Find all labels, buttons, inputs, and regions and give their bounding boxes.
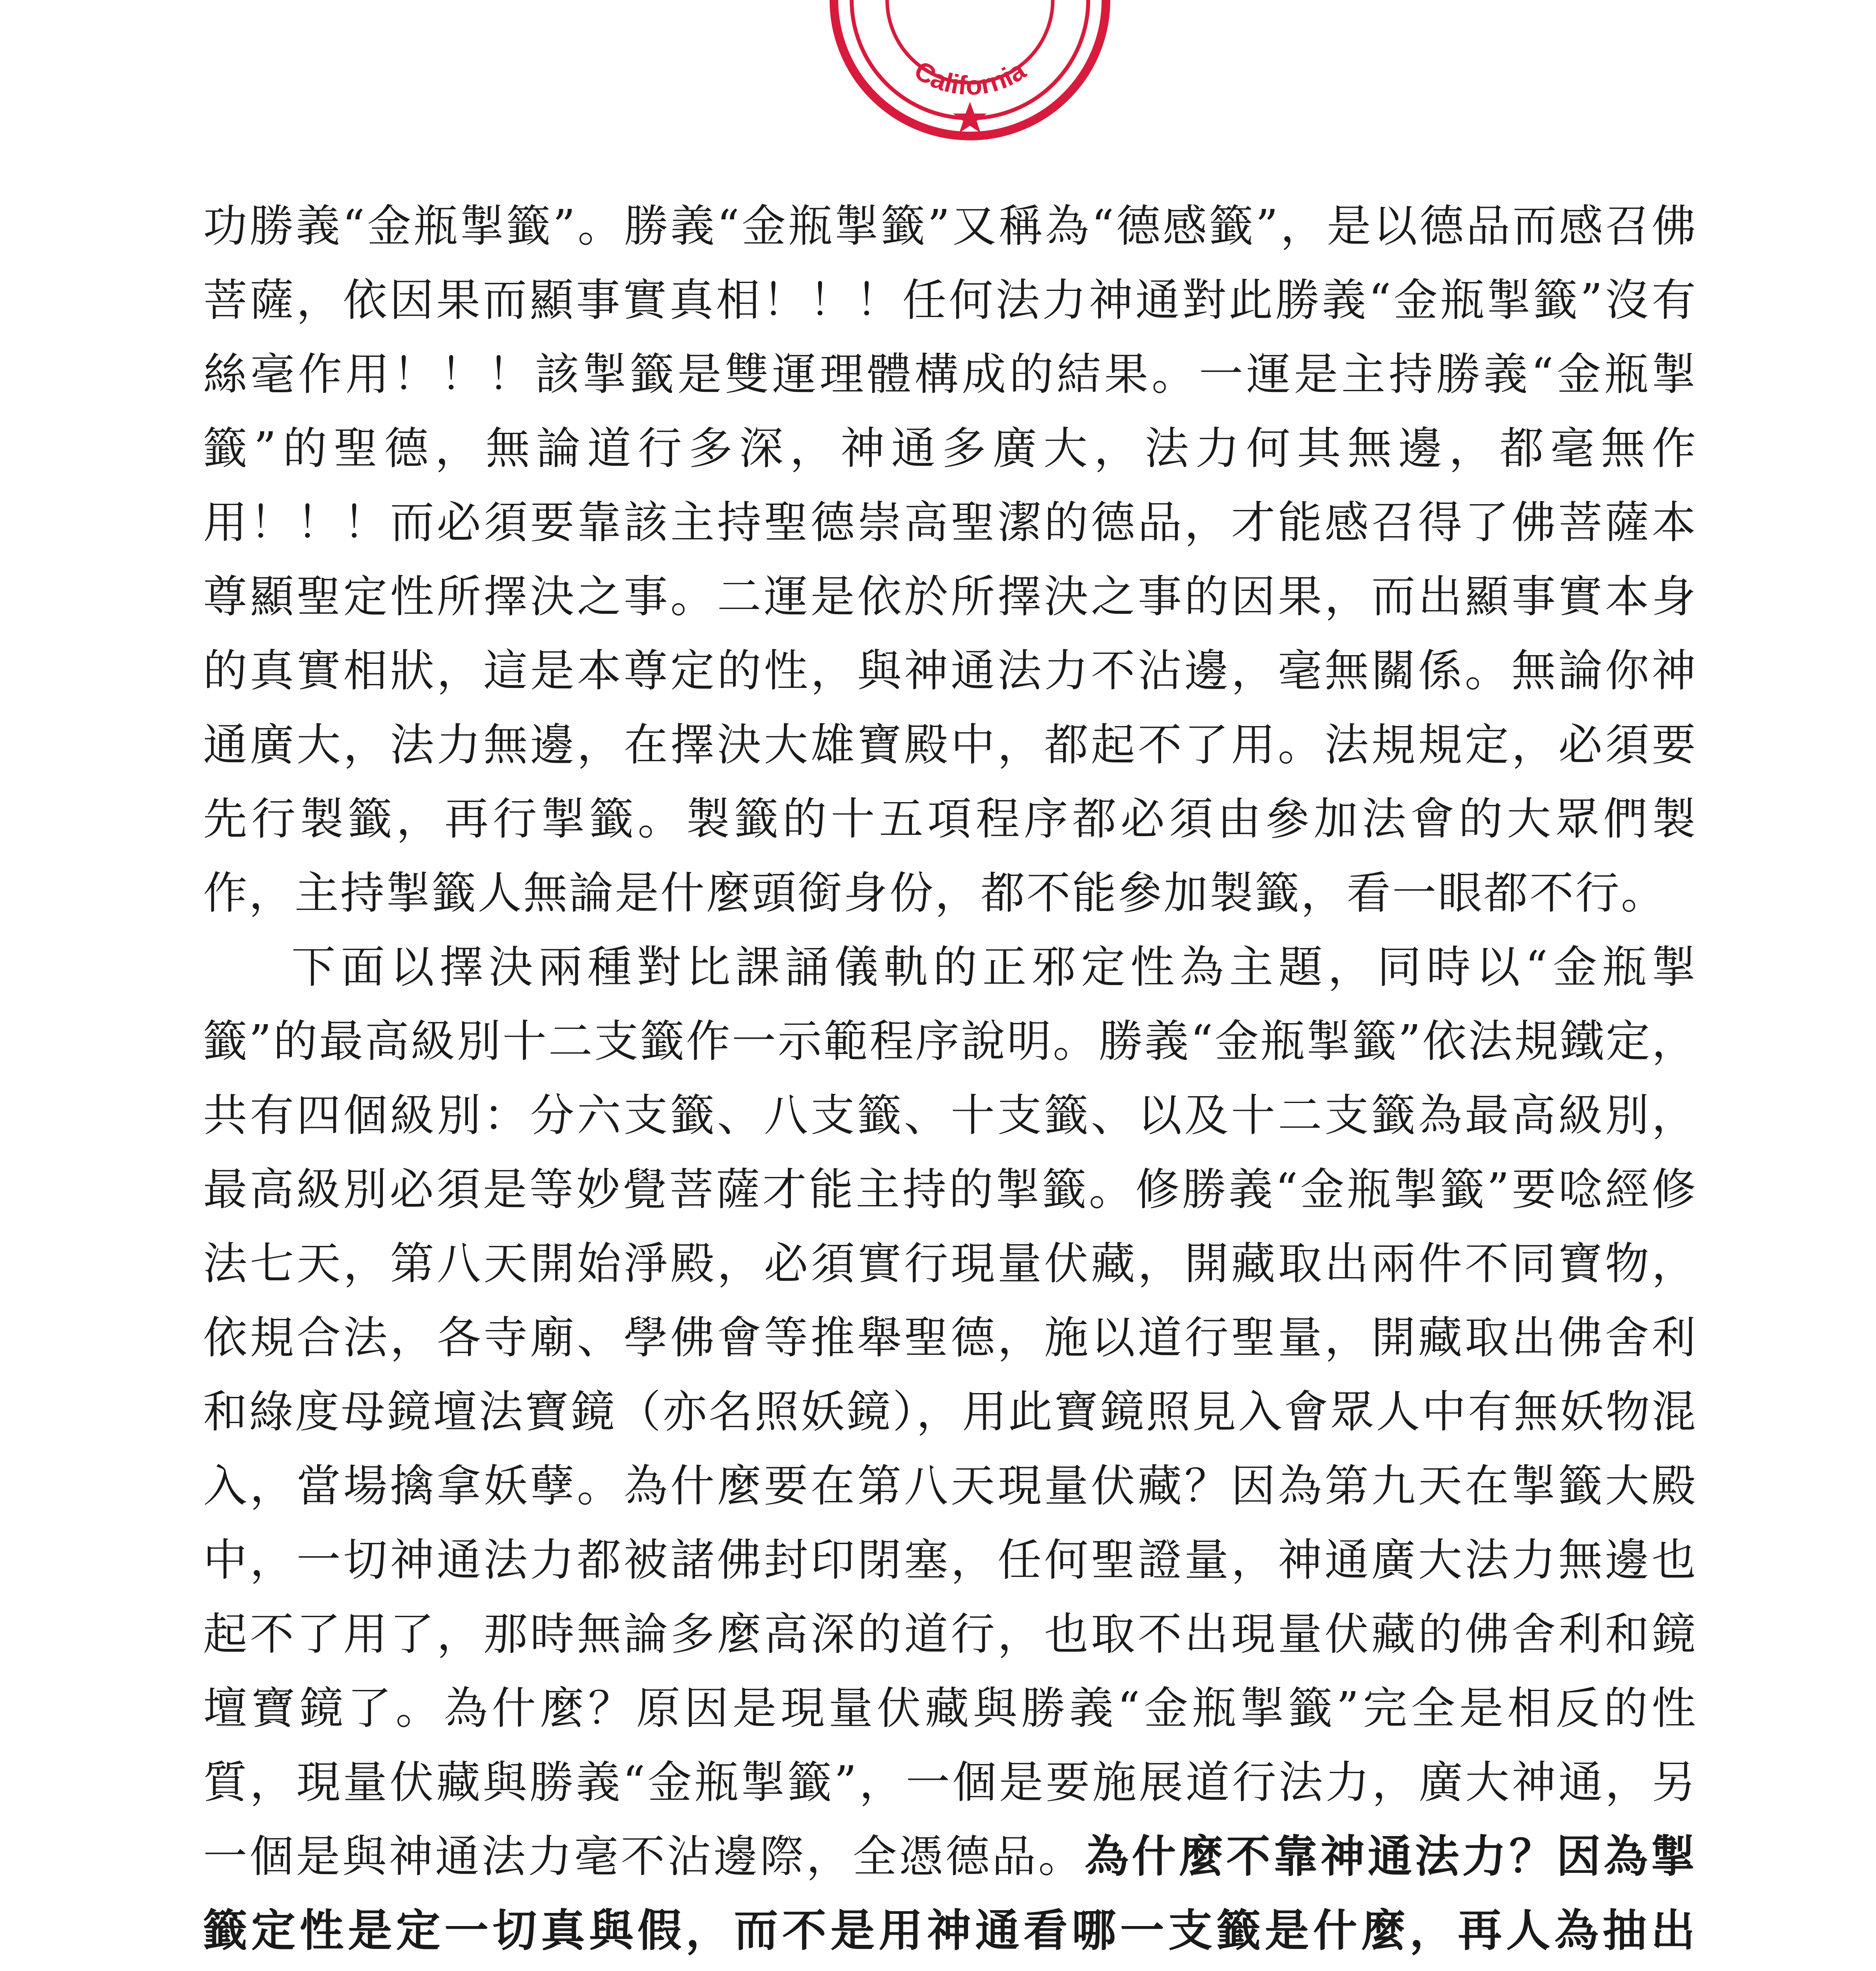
document-body xyxy=(203,189,1697,1971)
paragraph-2-bold-text: 為什麼不靠神通法力？因為掣籤定性是定一切真與假，而不是用神通看哪一支籤是什麼，再人為抽出 xyxy=(203,1831,1698,1956)
seal-top-arc-text: California xyxy=(909,55,1031,101)
svg-text:California xyxy=(909,55,1031,101)
paragraph-2 xyxy=(203,930,1697,1971)
star-icon xyxy=(953,102,987,133)
paragraph-1: 功勝義“金瓶掣籤”。勝義“金瓶掣籤”又稱為“德感籤”，是以德品而感召佛菩薩，依因果而顯事實真相！！！任何法力神通對此勝義“金瓶掣籤”沒有絲毫作用！！！該掣籤是雙運理體構成的結果。一運是主持勝義“金瓶掣籤”的聖德，無論道行多深，神通多廣大，法力何其無邊，都毫無作用！！！而必須要靠該主持聖德崇高聖潔的德品，才能感召得了佛菩薩本尊顯聖定性所擇決之事。二運是依於所擇決之事的因果，而出顯事實本身的真實相狀，這是本尊定的性，與神通法力不沾邊，毫無關係。無論你神通廣大，法力無邊，在擇決大雄寶殿中，都起不了用。法規規定，必須要先行製籤，再行掣籤。製籤的十五項程序都必須由參加法會的大眾們製作，主持掣籤人無論是什麼頭銜身份，都不能參加製籤，看一眼都不行。 xyxy=(203,201,1697,919)
top-seal xyxy=(773,0,1167,142)
paragraph-2-text: 下面以擇決兩種對比課誦儀軌的正邪定性為主題，同時以“金瓶掣籤”的最高級別十二支籤作一示範程序說明。勝義“金瓶掣籤”依法規鐵定，共有四個級別：分六支籤、八支籤、十支籤、以及十二支籤為最高級別，最高級別必須是等妙覺菩薩才能主持的掣籤。修勝義“金瓶掣籤”要唸經修法七天，第八天開始淨殿，必須實行現量伏藏，開藏取出兩件不同寶物，依規合法，各寺廟、學佛會等推舉聖德，施以道行聖量，開藏取出佛舍利和綠度母鏡壇法寶鏡（亦名照妖鏡），用此寶鏡照見入會眾人中有無妖物混入，當場擒拿妖孽。為什麼要在第八天現量伏藏？因為第九天在掣籤大殿中，一切神通法力都被諸佛封印閉塞，任何聖證量，神通廣大法力無邊也起不了用了，那時無論多麼高深的道行，也取不出現量伏藏的佛舍利和鏡壇寶鏡了。為什麼？原因是現量伏藏與勝義“金瓶掣籤”完全是相反的性質，現量伏藏與勝義“金瓶掣籤”，一個是要施展道行法力，廣大神通，另一個是與神通法力毫不沾邊際，全憑德品。 xyxy=(203,942,1697,1882)
